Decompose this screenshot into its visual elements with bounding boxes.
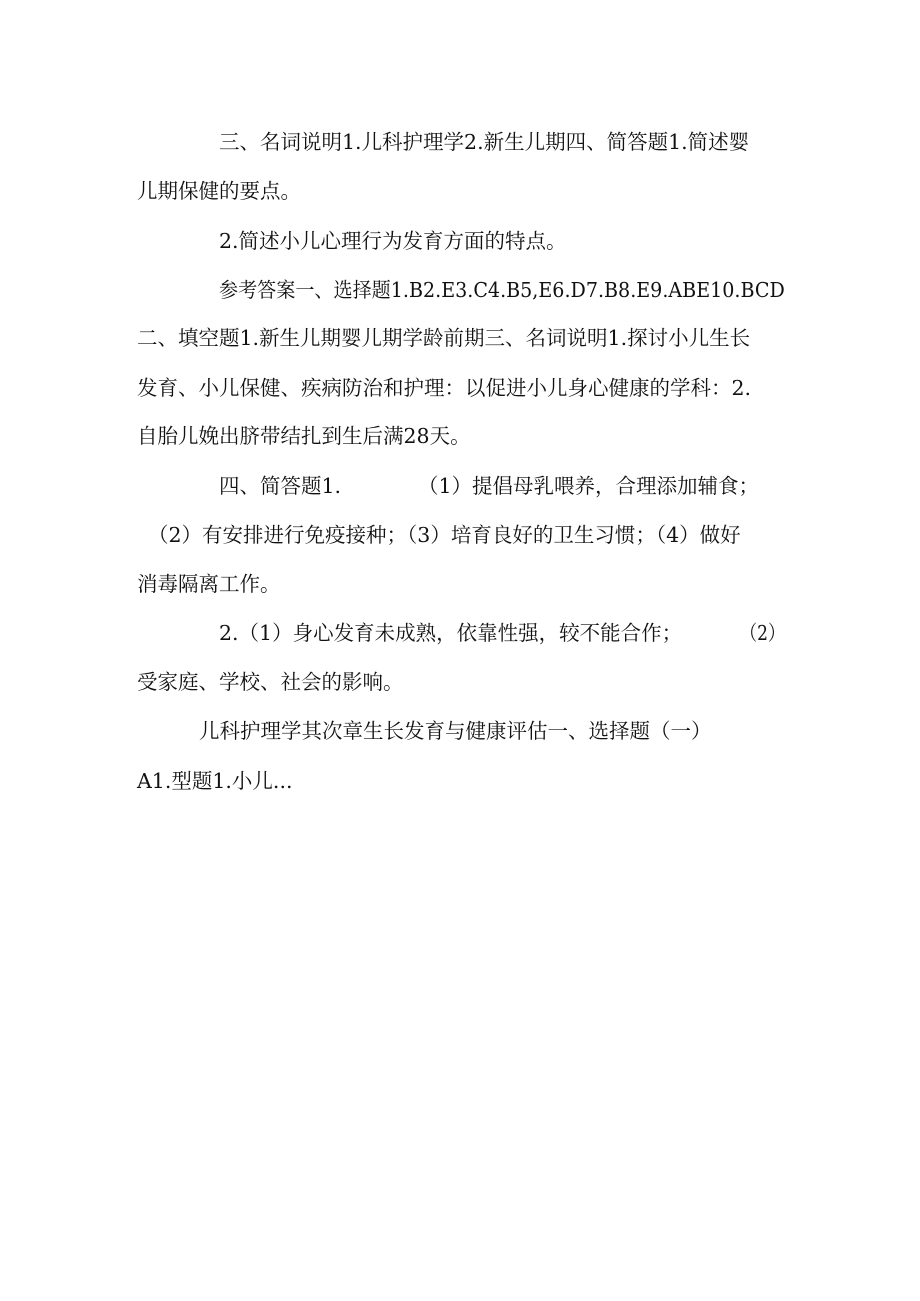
paragraph-2-line-1: 2.简述小儿心理行为发育方面的特点。 bbox=[219, 229, 567, 253]
paragraph-5-line-1-item: 2.（1）身心发育未成熟，依靠性强，较不能合作； bbox=[219, 621, 683, 645]
paragraph-4-line-1-heading: 四、简答题1. bbox=[219, 474, 342, 498]
paragraph-1-line-1: 三、名词说明1.儿科护理学2.新生儿期四、简答题1.简述婴 bbox=[219, 130, 750, 154]
paragraph-4-line-2: （2）有安排进行免疫接种；（3）培育良好的卫生习惯；（4）做好 bbox=[148, 523, 741, 547]
paragraph-3-line-2: 二、填空题1.新生儿期婴儿期学龄前期三、名词说明1.探讨小儿生长 bbox=[137, 326, 751, 350]
paragraph-4-line-1-item: （1）提倡母乳喂养，合理添加辅食； bbox=[418, 474, 760, 498]
paragraph-6-line-1: 儿科护理学其次章生长发育与健康评估一、选择题（一） bbox=[199, 719, 712, 743]
paragraph-3-line-3: 发育、小儿保健、疾病防治和护理：以促进小儿身心健康的学科：2. bbox=[137, 376, 752, 400]
paragraph-4-line-3: 消毒隔离工作。 bbox=[137, 572, 281, 596]
paragraph-1-line-2: 儿期保健的要点。 bbox=[137, 179, 301, 203]
paragraph-3-line-4: 自胎儿娩出脐带结扎到生后满28天。 bbox=[137, 424, 471, 448]
paragraph-5-line-1-item-2: （2） bbox=[740, 621, 786, 645]
paragraph-5-line-2: 受家庭、学校、社会的影响。 bbox=[137, 670, 404, 694]
paragraph-6-line-2: A1.型题1.小儿... bbox=[137, 769, 293, 793]
paragraph-3-line-1: 参考答案一、选择题1.B2.E3.C4.B5,E6.D7.B8.E9.ABE10.BCD bbox=[219, 278, 785, 302]
